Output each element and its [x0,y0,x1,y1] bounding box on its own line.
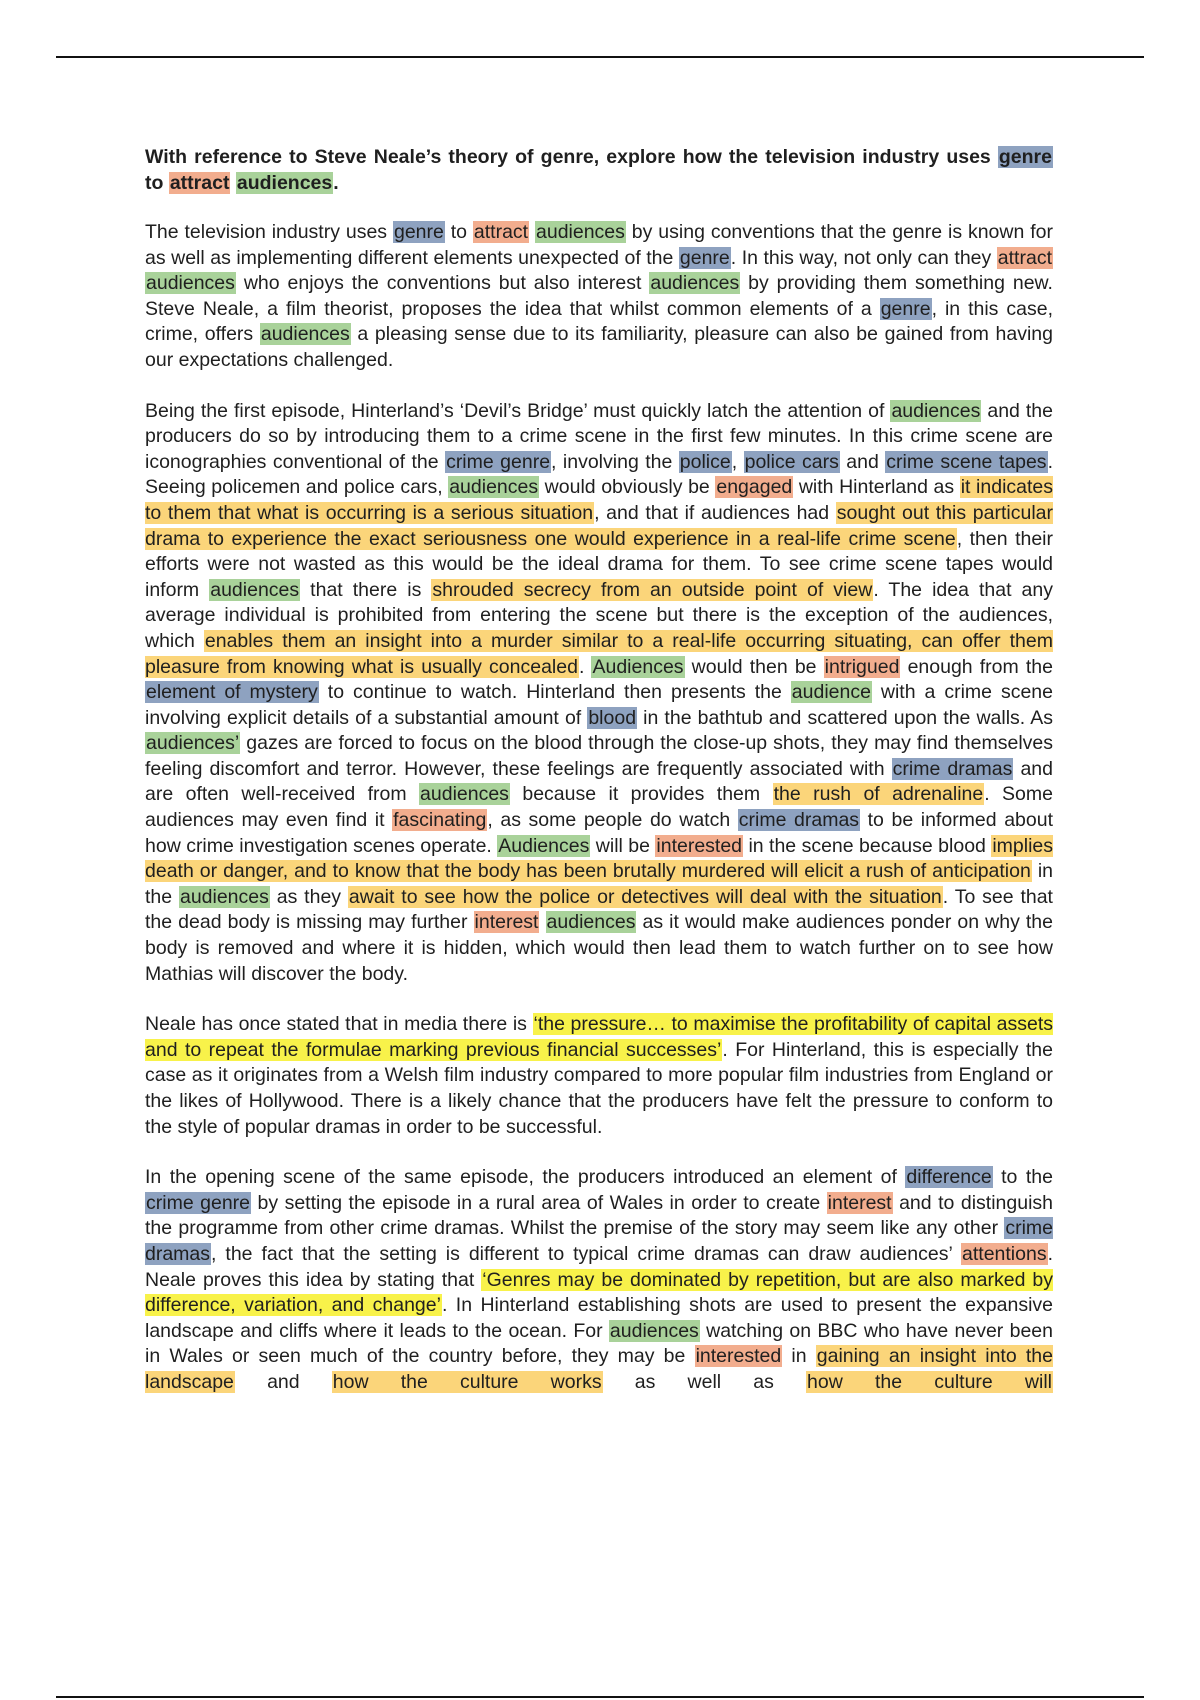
highlight-gold: shrouded secrecy from an outside point of view [432,578,873,601]
highlight-blue: crime genre [446,450,551,473]
highlight-green: audiences [449,476,539,499]
text-run: in the scene because blood [743,834,992,857]
text-run [539,911,545,933]
text-run: . In Hinterland establishing shots are used to present the expansive landscape and cliffs where it leads to the ocean. For [145,1294,1053,1342]
text-run: to continue to watch. Hinterland then presents the [318,681,791,704]
highlight-orange: intrigued [824,655,900,678]
highlight-green: audiences [179,885,269,908]
highlight-blue: crime dramas [738,809,860,832]
highlight-gold: it indicates to them that what is occurring is a serious situation [145,476,1054,524]
highlight-blue: police [679,450,731,473]
text-run: , and that if audiences had [594,501,836,524]
highlight-green: audience [791,681,871,704]
highlight-orange: interested [695,1345,782,1368]
text-run: in the bathtub and scattered upon the walls. As [637,706,1054,729]
highlight-blue: genre [880,297,931,320]
text-run: in the [145,860,1053,908]
top-rule [56,56,1144,58]
highlight-green: audiences [210,578,300,601]
text-run: . [333,172,339,194]
text-run: . Seeing policemen and police cars, [145,450,1053,499]
text-run: by providing them something new. Steve Neale, a film theorist, proposes the idea that whilst common elements of a [145,272,1053,320]
bottom-rule [56,1696,1144,1698]
highlight-blue: genre [393,221,444,243]
text-run: and [234,1370,332,1393]
highlight-yellow: ‘Genres may be dominated by repetition, but are also marked by difference, variation, and change’ [145,1268,1054,1317]
text-run: , as some people do watch [487,809,738,832]
highlight-gold: how the culture will [807,1370,1053,1393]
highlight-gold: await to see how the police or detectives will deal with the situation [348,885,942,908]
highlight-orange: attract [473,221,529,243]
text-run: . In this way, not only can they [730,246,997,269]
highlight-green: audiences [891,399,981,422]
text-run: enough from the [900,655,1053,678]
highlight-orange: interest [827,1191,892,1214]
text-run: gazes are forced to focus on the blood through the close-up shots, they may find themselves feeling discomfort and terror. However, these feelings are frequently associated with [145,732,1053,780]
highlight-blue: crime dramas [892,757,1013,780]
highlight-green: audiences [236,172,333,194]
essay-question-heading [145,144,1053,196]
text-run: would then be [684,655,824,678]
text-run: who enjoys the conventions but also interest [235,272,650,295]
highlight-green: audiences [546,911,636,934]
highlight-green: audiences [536,221,625,243]
text-run: The television industry uses [145,221,393,243]
highlight-yellow: ‘the pressure… to maximise the profitability of capital assets and to repeat the formulae marking previous financial successes’ [145,1013,1053,1061]
highlight-green: audiences [609,1319,699,1342]
text-run: and [839,450,886,473]
highlight-orange: attract [997,246,1052,269]
text-run: , in this case, crime, offers [145,297,1053,346]
paragraph [145,399,1053,988]
highlight-gold: the rush of adrenaline [773,783,984,806]
text-run: with a crime scene involving explicit details of a substantial amount of [145,681,1053,729]
highlight-blue: difference [906,1166,992,1189]
highlight-gold: sought out this particular drama to experience the exact seriousness one would experience in a real-life crime scene [145,501,1053,550]
text-run: as well as [602,1370,807,1393]
text-run: as it would make audiences ponder on why the body is removed and where it is hidden, which would then lead them to watch further on to see how Mathias will discover the body. [145,911,1054,985]
text-run: with Hinterland as [793,476,960,499]
highlight-gold: gaining an insight into the landscape [145,1345,1053,1393]
text-run: by setting the episode in a rural area of Wales in order to create [251,1191,827,1214]
highlight-blue: genre [679,246,730,269]
highlight-orange: interest [474,911,539,934]
text-run: that there is [300,578,432,601]
highlight-orange: attentions [962,1242,1047,1265]
text-run: to [444,221,473,243]
highlight-blue: blood [588,706,637,729]
text-run: and the producers do so by introducing them to a crime scene in the first few minutes. In this crime scene are iconographies conventional of the [145,399,1053,473]
highlight-gold: how the culture works [332,1370,602,1393]
text-run: , involving the [551,450,679,473]
text-run: because it provides them [509,783,773,806]
text-run: With reference to Steve Neale’s theory of genre, explore how the television industry uses [145,146,998,168]
text-run: Being the first episode, Hinterland’s ‘Devil’s Bridge’ must quickly latch the attention of [145,399,891,422]
text-run: , then their efforts were not wasted as this would be the ideal drama for them. To see crime scene tapes would inform [145,527,1054,601]
paragraph [145,1165,1053,1395]
highlight-orange: engaged [716,476,793,499]
text-run: to the [992,1166,1053,1189]
text-run: and are often well-received from [145,757,1054,806]
text-run: Neale has once stated that in media there is [145,1013,533,1036]
highlight-green: audiences [650,272,740,295]
text-run: , [731,450,744,473]
text-run: in [782,1345,816,1368]
highlight-gold: enables them an insight into a murder similar to a real-life occurring situating, can offer them pleasure from knowing what is usually concealed [145,629,1053,678]
highlight-blue: police cars [744,450,839,473]
highlight-orange: fascinating [393,809,487,832]
highlight-blue: crime genre [146,1191,251,1214]
highlight-orange: interested [656,834,743,857]
text-run: to [145,172,169,194]
text-run: as they [269,885,348,908]
text-run: , the fact that the setting is different to typical crime dramas can draw audiences’ [211,1242,962,1265]
text-run: would obviously be [539,476,716,499]
text-run: by using conventions that the genre is known for as well as implementing different elements unexpected of the [145,221,1053,269]
text-run: In the opening scene of the same episode, the producers introduced an element of [145,1166,906,1189]
highlight-green: audiences [146,272,235,295]
highlight-green: Audiences [498,834,590,857]
highlight-gold: implies death or danger, and to know that the body has been brutally murdered will elicit a rush of anticipation [145,834,1053,883]
text-run: a pleasing sense due to its familiarity, pleasure can also be gained from having our expectations challenged. [145,323,1053,371]
document-page [145,144,1053,1421]
highlight-blue: crime dramas [145,1217,1053,1265]
text-run: to be informed about how crime investigation scenes operate. [145,809,1053,857]
text-run: and to distinguish the programme from other crime dramas. Whilst the premise of the story may seem like any other [145,1191,1053,1240]
paragraph [145,220,1053,374]
text-run: . To see that the dead body is missing may further [145,885,1053,934]
essay-body [145,220,1053,1396]
text-run: . For Hinterland, this is especially the case as it originates from a Welsh film industry compared to more popular film industries from England or the likes of Hollywood. There is a likely chance that the producers have felt the pressure to conform to the style of popular dramas in order to be successful. [145,1038,1053,1138]
highlight-orange: attract [169,172,230,194]
text-run: . [578,655,592,678]
text-run: . Neale proves this idea by stating that [145,1242,1053,1291]
text-run: . The idea that any average individual is prohibited from entering the scene but there is the exception of the audiences, which [145,578,1053,652]
highlight-blue: element of mystery [146,681,318,704]
text-run: will be [590,834,656,857]
highlight-green: audiences [420,783,509,806]
highlight-green: audiences’ [146,732,240,755]
highlight-green: Audiences [592,655,684,678]
highlight-blue: genre [998,146,1052,168]
highlight-green: audiences [260,323,350,346]
highlight-blue: crime scene tapes [886,450,1047,473]
text-run: watching on BBC who have never been in Wales or seen much of the country before, they may be [145,1319,1053,1368]
paragraph [145,1012,1053,1140]
text-run: . Some audiences may even find it [145,783,1053,832]
